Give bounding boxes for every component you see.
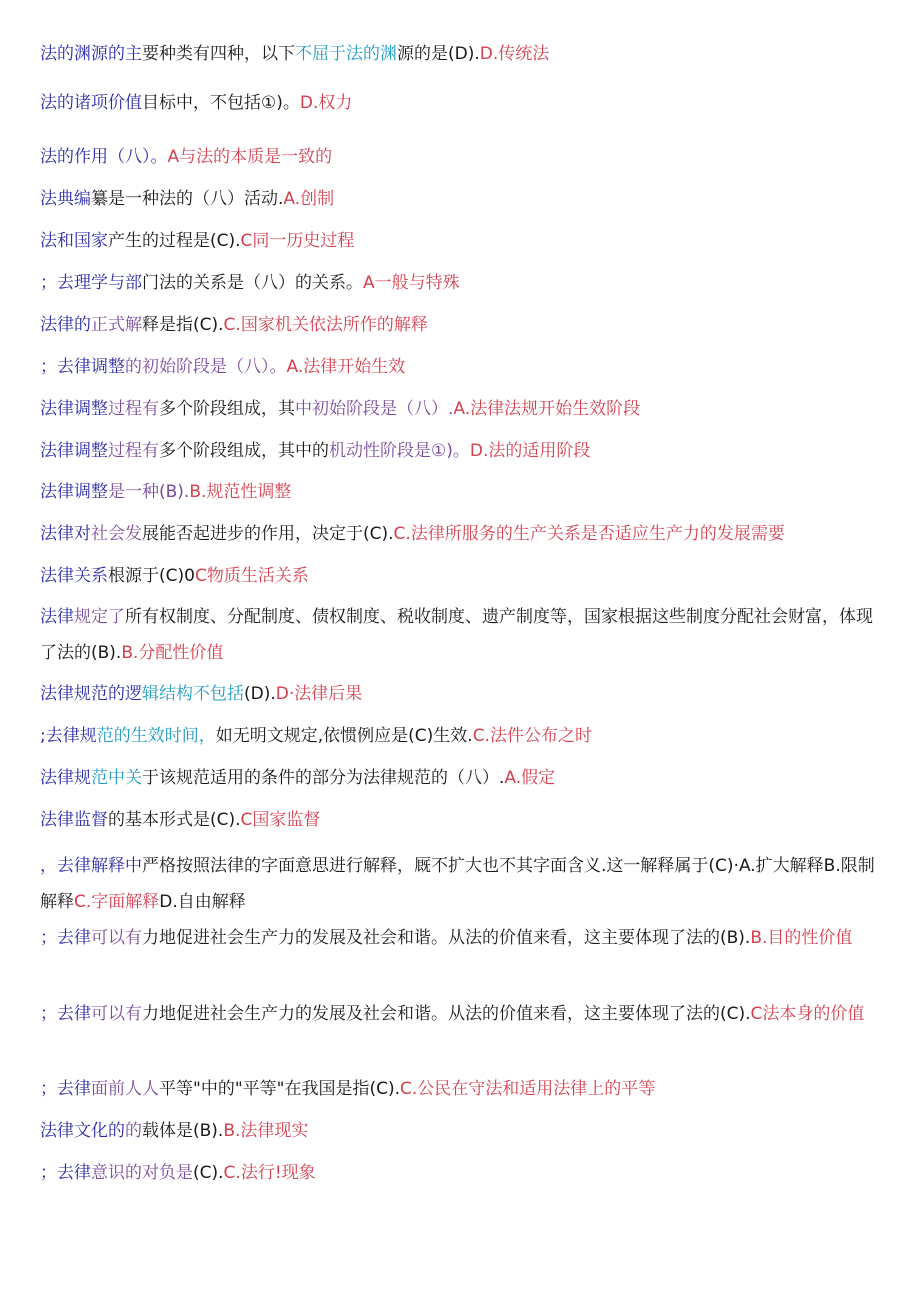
text-segment: C同一历史过程 <box>240 231 355 251</box>
text-segment: 法律 <box>40 607 74 627</box>
text-segment: 如无明文规定,依惯例应是(C)生效. <box>215 726 473 746</box>
question-line-9 <box>40 391 885 427</box>
text-segment: 法律对 <box>40 524 91 544</box>
question-line-18 <box>40 802 885 838</box>
text-segment: 所有权制度、分配制度、债权制度、税收制度、遗产制度等，国家根据这些制度分配社会财富，体现了法的(B). <box>40 607 873 663</box>
question-line-19 <box>40 848 885 920</box>
text-segment: A.创制 <box>283 189 335 209</box>
question-line-8 <box>40 349 885 385</box>
text-segment: B.规范性调整 <box>189 482 292 502</box>
question-line-10 <box>40 433 885 469</box>
text-segment: D·法律后果 <box>275 684 363 704</box>
question-line-3 <box>40 139 885 175</box>
text-segment: 法的作用（八）。 <box>40 147 168 167</box>
text-segment: 的 <box>125 1121 142 1141</box>
text-segment: 中初始阶段是（八）. <box>295 399 454 419</box>
text-segment: C.法行!现象 <box>223 1163 316 1183</box>
text-segment: C国家监督 <box>240 810 321 830</box>
question-line-17 <box>40 760 885 796</box>
text-segment: B.法律现实 <box>223 1121 309 1141</box>
text-segment: 要种类有四种，以下 <box>142 44 295 64</box>
question-line-1 <box>40 36 885 72</box>
text-segment: 法律的 <box>40 315 91 335</box>
text-segment: C.公民在守法和适用法律上的平等 <box>400 1079 656 1099</box>
text-segment: (C). <box>193 1163 224 1183</box>
text-segment: 根源于(C)0 <box>108 566 195 586</box>
text-segment: A.法律开始生效 <box>286 357 406 377</box>
text-segment: A与法的本质是一致的 <box>167 147 333 167</box>
text-segment: 法律调整 <box>40 399 108 419</box>
text-segment: C.国家机关依法所作的解释 <box>223 315 428 335</box>
text-segment: D.权力 <box>299 93 353 113</box>
text-segment: 释是指(C). <box>142 315 224 335</box>
question-line-22 <box>40 1071 885 1107</box>
text-segment: 社会发 <box>91 524 142 544</box>
question-line-16 <box>40 718 885 754</box>
text-segment: A.法律法规开始生效阶段 <box>453 399 641 419</box>
text-segment: 意识的对负是 <box>91 1163 193 1183</box>
question-line-21 <box>40 996 885 1032</box>
question-line-2 <box>40 85 885 121</box>
text-segment: 机动性阶段是①)。 <box>329 441 470 461</box>
question-line-4 <box>40 181 885 217</box>
question-line-14 <box>40 599 885 671</box>
text-segment: 过程有 <box>108 441 159 461</box>
text-segment: 多个阶段组成，其中的 <box>159 441 329 461</box>
text-segment: C.法件公布之时 <box>472 726 592 746</box>
text-segment: 力地促进社会生产力的发展及社会和谐。从法的价值来看，这主要体现了法的(B). <box>142 928 751 948</box>
text-segment: D.传统法 <box>479 44 550 64</box>
text-segment: 法律规范的逻 <box>40 684 142 704</box>
text-segment: 范的生效时间， <box>96 726 216 746</box>
text-segment: 不屈于法的渊 <box>295 44 397 64</box>
text-segment: ，去律解释中 <box>40 856 142 876</box>
text-segment: 法律规 <box>40 768 91 788</box>
text-segment: 纂是一种法的（八）活动. <box>91 189 284 209</box>
text-segment: ；去律调整 <box>40 357 125 377</box>
text-segment: B.目的性价值 <box>750 928 853 948</box>
text-segment: 可以有 <box>91 928 142 948</box>
text-segment: 是一种(B). <box>108 482 190 502</box>
text-segment: 力地促进社会生产力的发展及社会和谐。从法的价值来看，这主要体现了法的(C). <box>142 1004 751 1024</box>
text-segment: B.分配性价值 <box>121 643 224 663</box>
text-segment: 的基本形式是(C). <box>108 810 241 830</box>
question-line-6 <box>40 265 885 301</box>
text-segment: A.假定 <box>504 768 556 788</box>
text-segment: C物质生活关系 <box>194 566 309 586</box>
text-segment: 载体是(B). <box>142 1121 224 1141</box>
text-segment: C.字面解释 <box>74 892 160 912</box>
text-segment: A一般与特殊 <box>363 273 460 293</box>
text-segment: 于该规范适用的条件的部分为法律规范的（八）. <box>142 768 505 788</box>
text-segment: 目标中，不包括①)。 <box>142 93 300 113</box>
text-segment: 多个阶段组成，其 <box>159 399 295 419</box>
text-segment: 平等"中的"平等"在我国是指(C). <box>159 1079 400 1099</box>
text-segment: 的初始阶段是（八）。 <box>125 357 287 377</box>
question-line-20 <box>40 920 885 956</box>
text-segment: (D). <box>244 684 276 704</box>
text-segment: 法律监督 <box>40 810 108 830</box>
text-segment: 法律调整 <box>40 441 108 461</box>
text-segment: D.法的适用阶段 <box>469 441 591 461</box>
question-line-12 <box>40 516 885 552</box>
text-segment: 过程有 <box>108 399 159 419</box>
text-segment: C法本身的价值 <box>750 1004 865 1024</box>
text-segment: ；去理学与部 <box>40 273 142 293</box>
text-segment: 可以有 <box>91 1004 142 1024</box>
text-segment: 面前人人 <box>91 1079 159 1099</box>
question-line-5 <box>40 223 885 259</box>
text-segment: ；去律 <box>40 1004 91 1024</box>
text-segment: ;去律规 <box>40 726 97 746</box>
question-line-15 <box>40 676 885 712</box>
text-segment: ；去律 <box>40 1163 91 1183</box>
text-segment: 法的诸项价值 <box>40 93 142 113</box>
question-line-13 <box>40 558 885 594</box>
text-segment: 门法的关系是（八）的关系。 <box>142 273 363 293</box>
text-segment: 法和国家 <box>40 231 108 251</box>
text-segment: 严格按照法律的字面意思进行解释，厩不扩大也不其字面含义.这一解释属于(C)·A.扩大解释B.限制解释 <box>40 856 875 912</box>
text-segment: 规定了 <box>74 607 125 627</box>
question-line-24 <box>40 1155 885 1191</box>
text-segment: 法律关系 <box>40 566 108 586</box>
text-segment: 法律调整 <box>40 482 108 502</box>
text-segment: 产生的过程是(C). <box>108 231 241 251</box>
text-segment: ；去律 <box>40 928 91 948</box>
text-segment: 法典编 <box>40 189 91 209</box>
text-segment: C.法律所服务的生产关系是否适应生产力的发展需要 <box>393 524 785 544</box>
text-segment: 辑结构不包括 <box>142 684 244 704</box>
text-segment: D.自由解释 <box>159 892 246 912</box>
text-segment: 展能否起进步的作用，决定于(C). <box>142 524 394 544</box>
text-segment: ；去律 <box>40 1079 91 1099</box>
text-segment: 正式解 <box>91 315 142 335</box>
question-line-23 <box>40 1113 885 1149</box>
text-segment: 法律文化的 <box>40 1121 125 1141</box>
text-segment: 法的渊源的主 <box>40 44 142 64</box>
question-line-7 <box>40 307 885 343</box>
text-segment: 范中关 <box>91 768 142 788</box>
question-line-11 <box>40 474 885 510</box>
text-segment: 源的是(D). <box>397 44 480 64</box>
